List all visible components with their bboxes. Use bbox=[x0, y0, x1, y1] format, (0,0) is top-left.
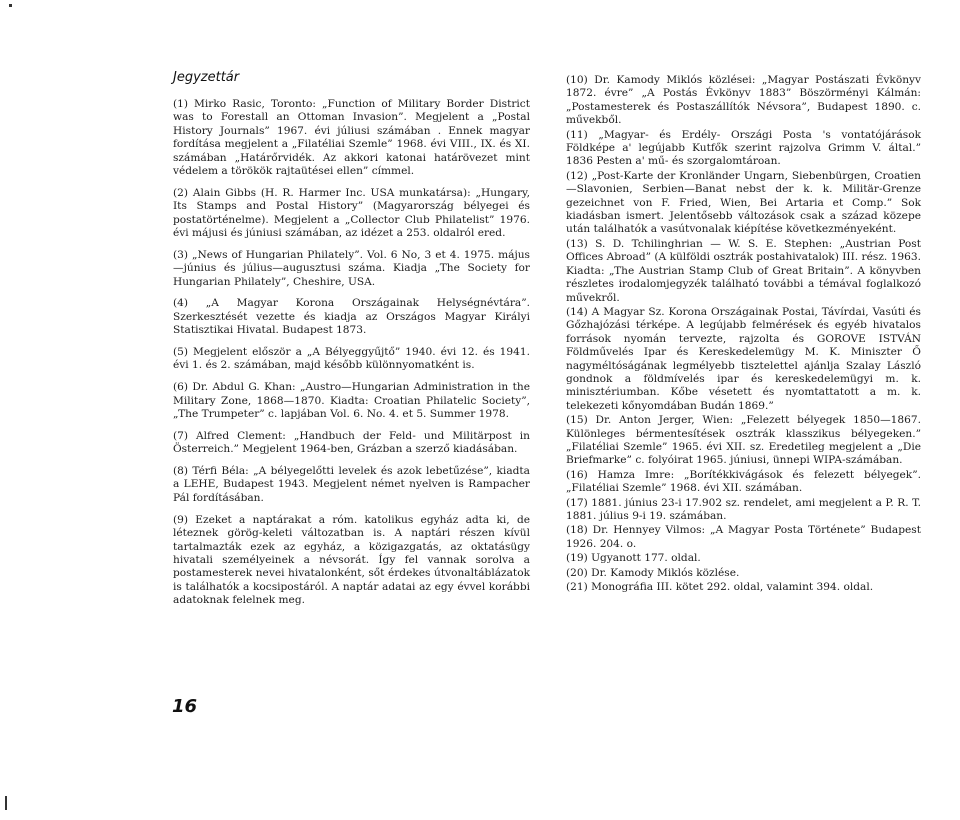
footnote-4: (4) „A Magyar Korona Országainak Helységnévtára”. Szerkesztését vezette és kiadja az Országos Magyar Királyi Statisztikai Hivatal. Budapest 1873. bbox=[173, 297, 530, 337]
page-number: 16 bbox=[172, 696, 198, 717]
footnote-14: (14) A Magyar Sz. Korona Országainak Postai, Távírdai, Vasúti és Gőzhajózási térképe. A legújabb felmérések és egyéb hivatalos források nyomán tervezte, rajzolta és GOROVE ISTVÁN Földművelés Ipar és Kereskedelemügy M. K. Miniszter Ő nagyméltóságának legmélyebb tisztelettel ajánlja Szalay László gondnok a földmívelés ipar és kereskedelemügyi m. k. minisztériumban. Kőbe vésetett és nyomtattatott a m. k. telekezeti kőnyomdában Budán 1869.” bbox=[566, 305, 921, 412]
footnote-10: (10) Dr. Kamody Miklós közlései: „Magyar Postászati Évkönyv 1872. évre” „A Postás Évkönyv 1883” Böszörményi Kálmán: „Postamesterek és Postaszállítók Névsora”, Budapest 1890. c. művekből. bbox=[566, 74, 921, 127]
right-column bbox=[566, 74, 921, 595]
footnote-9: (9) Ezeket a naptárakat a róm. katolikus egyház adta ki, de léteznek görög-keleti változatban is. A naptári részen kívül tartalmazták ezek az egyház, a közigazgatás, az oktatásügy hivatali személyeinek a névsorát. Így fel vannak sorolva a postamesterek nevei hivatalonként, sőt érdekes útvonaltáblázatok is találhatók a kocsipostáról. A naptár adatai az egy évvel korábbi adatoknak felelnek meg. bbox=[173, 513, 530, 607]
footnote-8: (8) Térfi Béla: „A bélyegelőtti levelek és azok lebetűzése”, kiadta a LEHE, Budapest 1943. Megjelent német nyelven is Rampacher Pál fordításában. bbox=[173, 465, 530, 504]
footnote-3: (3) „News of Hungarian Philately”. Vol. 6 No, 3 et 4. 1975. május—június és július—augusztusi száma. Kiadja „The Society for Hungarian Philately”, Cheshire, USA. bbox=[173, 248, 530, 288]
footnote-21: (21) Monográfia III. kötet 292. oldal, valamint 394. oldal. bbox=[566, 581, 874, 594]
footnote-5: (5) Megjelent először a „A Bélyeggyűjtő” 1940. évi 12. és 1941. évi 1. és 2. számában, majd később különnyomatként is. bbox=[173, 346, 530, 372]
scan-speck bbox=[9, 4, 12, 7]
footnote-15: (15) Dr. Anton Jerger, Wien: „Felezett bélyegek 1850—1867. Különleges bérmentesítések osztrák klasszikus bélyegeken.” „Filatéliai Szemle” 1965. évi XII. sz. Eredetileg megjelent a „Die Briefmarke” c. folyóirat 1965. júniusi, ünnepi WIPA-számában. bbox=[566, 414, 921, 467]
section-heading: Jegyzettár bbox=[173, 70, 240, 85]
footnote-2: (2) Alain Gibbs (H. R. Harmer Inc. USA munkatársa): „Hungary, Its Stamps and Postal History” (Magyarország bélyegei és postatörténelme). Megjelent a „Collector Club Philatelist” 1976. évi májusi és júniusi számában, az idézet a 253. oldalról ered. bbox=[173, 186, 530, 240]
footnote-18: (18) Dr. Hennyey Vilmos: „A Magyar Posta Története” Budapest 1926. 204. o. bbox=[566, 524, 921, 550]
footnote-7: (7) Alfred Clement: „Handbuch der Feld- und Militärpost in Österreich.” Megjelent 1964-ben, Grázban a szerző kiadásában. bbox=[173, 429, 530, 456]
footnote-11: (11) „Magyar- és Erdély- Országi Posta 's vontatójárások Földképe a' legújabb Kutfők szerint rajzolva Grimm V. által.” 1836 Pesten a' mű- és szorgalomtároan. bbox=[566, 128, 921, 168]
footnote-13: (13) S. D. Tchilinghrian — W. S. E. Stephen: „Austrian Post Offices Abroad” (A külföldi osztrák postahivatalok) III. rész. 1963. Kiadta: „The Austrian Stamp Club of Great Britain”. A könyvben részletes irodalomjegyzék található további a témával foglalkozó művekről. bbox=[566, 237, 921, 304]
footnote-12: (12) „Post-Karte der Kronländer Ungarn, Siebenbürgen, Croatien—Slavonien, Serbien—Banat nebst der k. k. Militär-Grenze gezeichnet von F. Fried, Wien, Bei Artaria et Comp.” Sok kiadásban ismert. Jelentősebb változások csak a század közepe után találhatók a vasútvonalak kiépítése következményeként. bbox=[566, 169, 921, 236]
footnote-20: (20) Dr. Kamody Miklós közlése. bbox=[566, 566, 740, 579]
footnote-1: (1) Mirko Rasic, Toronto: „Function of Military Border District was to Forestall an Ottoman Invasion”. Megjelent a „Postal History Journals” 1967. évi júliusi számában . Ennek magyar fordítása megjelent a „Filatéliai Szemle” 1968. évi VIII., IX. és XI. számában „Határőrvidék. Az akkori katonai határövezet mint védelem a törökök rajtaütései ellen” címmel. bbox=[173, 98, 530, 178]
left-column bbox=[173, 98, 530, 616]
scan-speck bbox=[5, 796, 7, 810]
footnote-6: (6) Dr. Abdul G. Khan: „Austro—Hungarian Administration in the Military Zone, 1868—1870. Kiadta: Croatian Philatelic Society”, „The Trumpeter” c. lapjában Vol. 6. No. 4. et 5. Summer 1978. bbox=[173, 381, 530, 421]
footnote-19: (19) Ugyanott 177. oldal. bbox=[566, 552, 701, 565]
footnote-16: (16) Hamza Imre: „Borítékkivágások és felezett bélyegek”. „Filatéliai Szemle” 1968. évi XII. számában. bbox=[566, 468, 921, 495]
footnote-17: (17) 1881. június 23-i 17.902 sz. rendelet, ami megjelent a P. R. T. 1881. július 9-i 19. számában. bbox=[566, 496, 921, 522]
